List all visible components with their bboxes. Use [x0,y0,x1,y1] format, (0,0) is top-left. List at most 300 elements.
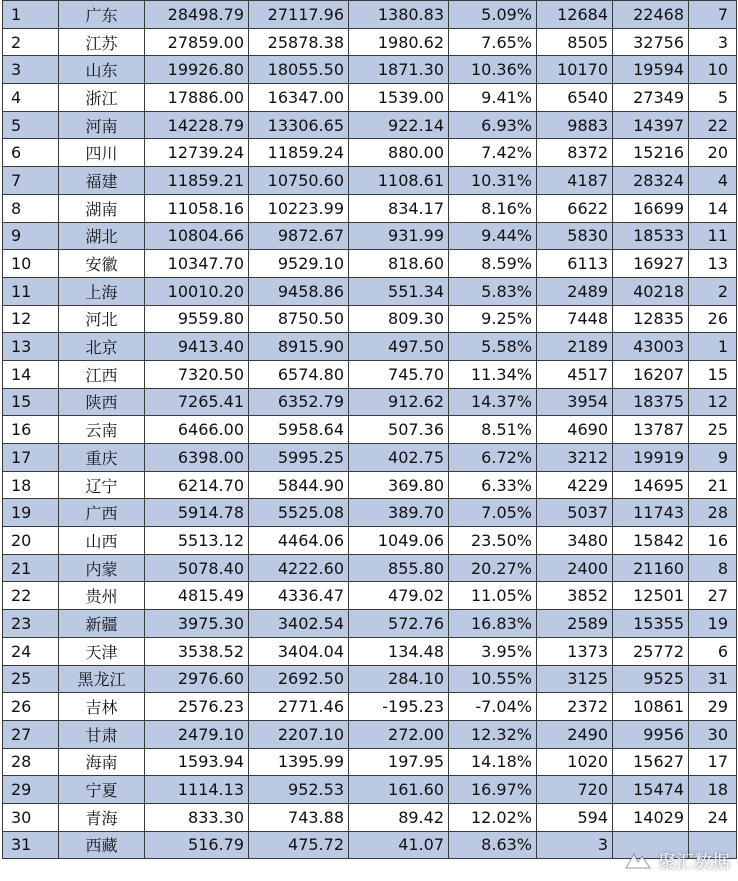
cell-growth-rate: 7.42% [449,139,537,167]
cell-rank: 2 [3,28,59,56]
cell-ranking: 29 [689,693,737,721]
logo-icon [624,850,652,872]
cell-value-c: 4229 [537,471,613,499]
table-row [3,665,737,693]
table-row [3,167,737,195]
cell-rank: 19 [3,499,59,527]
table-row [3,803,737,831]
cell-province: 辽宁 [59,471,145,499]
cell-province: 广西 [59,499,145,527]
cell-value-c: 1020 [537,748,613,776]
cell-difference: 912.62 [349,388,449,416]
cell-province: 福建 [59,167,145,195]
cell-value-a: 7265.41 [145,388,249,416]
cell-value-c: 5830 [537,222,613,250]
cell-value-c: 8372 [537,139,613,167]
cell-ranking: 4 [689,167,737,195]
cell-ranking: 7 [689,1,737,29]
cell-value-a: 10347.70 [145,250,249,278]
table-row [3,720,737,748]
cell-value-a: 6466.00 [145,416,249,444]
cell-rank: 18 [3,471,59,499]
table-row [3,444,737,472]
cell-value-c: 2400 [537,554,613,582]
cell-province: 河南 [59,111,145,139]
table-row [3,527,737,555]
cell-rank: 11 [3,277,59,305]
cell-value-c: 1373 [537,637,613,665]
cell-ranking: 19 [689,610,737,638]
cell-rank: 15 [3,388,59,416]
cell-value-d: 22468 [613,1,689,29]
cell-difference: 1980.62 [349,28,449,56]
cell-difference: 497.50 [349,333,449,361]
cell-value-b: 16347.00 [249,84,349,112]
cell-value-d: 13787 [613,416,689,444]
cell-difference: 284.10 [349,665,449,693]
cell-value-a: 6398.00 [145,444,249,472]
cell-value-b: 9529.10 [249,250,349,278]
cell-ranking: 20 [689,139,737,167]
cell-difference: 931.99 [349,222,449,250]
cell-growth-rate: 10.55% [449,665,537,693]
cell-growth-rate: 14.37% [449,388,537,416]
cell-value-a: 5513.12 [145,527,249,555]
cell-ranking: 13 [689,250,737,278]
cell-value-d: 18375 [613,388,689,416]
table-row [3,111,737,139]
cell-difference: 880.00 [349,139,449,167]
cell-value-b: 25878.38 [249,28,349,56]
cell-value-d: 21160 [613,554,689,582]
cell-value-c: 12684 [537,1,613,29]
cell-growth-rate: 23.50% [449,527,537,555]
cell-value-c: 5037 [537,499,613,527]
cell-difference: 402.75 [349,444,449,472]
cell-difference: 551.34 [349,277,449,305]
cell-value-d: 12835 [613,305,689,333]
cell-ranking: 18 [689,776,737,804]
cell-difference: 818.60 [349,250,449,278]
cell-ranking: 25 [689,416,737,444]
cell-value-d: 9956 [613,720,689,748]
cell-value-d: 15355 [613,610,689,638]
cell-value-a: 833.30 [145,803,249,831]
cell-value-a: 19926.80 [145,56,249,84]
cell-rank: 9 [3,222,59,250]
cell-growth-rate: 8.16% [449,194,537,222]
cell-ranking: 21 [689,471,737,499]
cell-growth-rate: 8.59% [449,250,537,278]
cell-province: 湖南 [59,194,145,222]
cell-province: 湖北 [59,222,145,250]
cell-rank: 8 [3,194,59,222]
cell-difference: 507.36 [349,416,449,444]
cell-value-b: 5958.64 [249,416,349,444]
cell-value-c: 9883 [537,111,613,139]
cell-value-c: 720 [537,776,613,804]
cell-province: 内蒙 [59,554,145,582]
table-row [3,222,737,250]
table-row [3,139,737,167]
cell-value-b: 743.88 [249,803,349,831]
cell-difference: 369.80 [349,471,449,499]
cell-value-c: 4187 [537,167,613,195]
cell-ranking: 5 [689,84,737,112]
cell-value-b: 13306.65 [249,111,349,139]
table-row [3,637,737,665]
cell-growth-rate: 12.02% [449,803,537,831]
cell-rank: 27 [3,720,59,748]
watermark-text: 聚汇数据 [658,852,730,873]
cell-ranking: 6 [689,637,737,665]
table-row [3,471,737,499]
cell-growth-rate: 12.32% [449,720,537,748]
cell-province: 四川 [59,139,145,167]
cell-rank: 29 [3,776,59,804]
cell-province: 黑龙江 [59,665,145,693]
cell-value-a: 12739.24 [145,139,249,167]
cell-value-a: 9559.80 [145,305,249,333]
cell-province: 安徽 [59,250,145,278]
cell-growth-rate: 8.63% [449,831,537,859]
cell-growth-rate: 14.18% [449,748,537,776]
cell-rank: 25 [3,665,59,693]
cell-province: 重庆 [59,444,145,472]
cell-province: 吉林 [59,693,145,721]
cell-value-c: 2189 [537,333,613,361]
cell-growth-rate: 9.44% [449,222,537,250]
cell-growth-rate: 16.97% [449,776,537,804]
cell-value-d: 10861 [613,693,689,721]
cell-value-b: 4336.47 [249,582,349,610]
table-row [3,84,737,112]
cell-rank: 13 [3,333,59,361]
cell-value-c: 2490 [537,720,613,748]
cell-value-d: 16207 [613,360,689,388]
cell-value-c: 4517 [537,360,613,388]
cell-value-b: 5844.90 [249,471,349,499]
cell-value-d: 43003 [613,333,689,361]
cell-value-a: 11058.16 [145,194,249,222]
cell-rank: 23 [3,610,59,638]
cell-value-b: 475.72 [249,831,349,859]
cell-value-b: 5995.25 [249,444,349,472]
cell-value-a: 6214.70 [145,471,249,499]
cell-value-d: 25772 [613,637,689,665]
cell-value-a: 4815.49 [145,582,249,610]
cell-value-c: 6540 [537,84,613,112]
cell-value-b: 8750.50 [249,305,349,333]
cell-difference: 745.70 [349,360,449,388]
cell-value-d: 16927 [613,250,689,278]
cell-value-b: 10750.60 [249,167,349,195]
cell-value-a: 11859.21 [145,167,249,195]
cell-value-b: 11859.24 [249,139,349,167]
cell-difference: 1108.61 [349,167,449,195]
cell-province: 河北 [59,305,145,333]
cell-ranking: 8 [689,554,737,582]
cell-value-c: 3125 [537,665,613,693]
cell-ranking: 1 [689,333,737,361]
cell-value-c: 2372 [537,693,613,721]
cell-rank: 30 [3,803,59,831]
cell-value-a: 3975.30 [145,610,249,638]
cell-growth-rate: 16.83% [449,610,537,638]
cell-value-c: 6622 [537,194,613,222]
table-row [3,610,737,638]
cell-value-d: 14695 [613,471,689,499]
cell-value-d: 15474 [613,776,689,804]
cell-value-c: 3954 [537,388,613,416]
cell-value-b: 1395.99 [249,748,349,776]
cell-value-b: 27117.96 [249,1,349,29]
cell-value-d: 14029 [613,803,689,831]
cell-value-a: 17886.00 [145,84,249,112]
cell-difference: 161.60 [349,776,449,804]
cell-value-d: 12501 [613,582,689,610]
cell-ranking: 27 [689,582,737,610]
table-row [3,305,737,333]
cell-value-d: 15627 [613,748,689,776]
table-row [3,776,737,804]
cell-rank: 6 [3,139,59,167]
cell-rank: 14 [3,360,59,388]
cell-growth-rate: 6.93% [449,111,537,139]
cell-value-d: 15216 [613,139,689,167]
cell-rank: 20 [3,527,59,555]
cell-growth-rate: 9.25% [449,305,537,333]
cell-ranking: 14 [689,194,737,222]
cell-value-b: 2207.10 [249,720,349,748]
cell-rank: 24 [3,637,59,665]
cell-ranking: 2 [689,277,737,305]
cell-value-a: 28498.79 [145,1,249,29]
cell-value-a: 7320.50 [145,360,249,388]
cell-growth-rate: 6.33% [449,471,537,499]
cell-growth-rate: 7.65% [449,28,537,56]
cell-value-d: 32756 [613,28,689,56]
cell-province: 青海 [59,803,145,831]
cell-value-b: 3402.54 [249,610,349,638]
cell-difference: 134.48 [349,637,449,665]
cell-value-c: 3852 [537,582,613,610]
cell-rank: 5 [3,111,59,139]
cell-rank: 26 [3,693,59,721]
cell-growth-rate: 5.83% [449,277,537,305]
cell-province: 西藏 [59,831,145,859]
cell-difference: 834.17 [349,194,449,222]
cell-value-b: 9458.86 [249,277,349,305]
cell-value-c: 8505 [537,28,613,56]
cell-rank: 12 [3,305,59,333]
cell-province: 宁夏 [59,776,145,804]
cell-value-a: 1593.94 [145,748,249,776]
cell-difference: 1871.30 [349,56,449,84]
table-row [3,1,737,29]
cell-ranking: 16 [689,527,737,555]
cell-value-c: 3480 [537,527,613,555]
cell-value-b: 952.53 [249,776,349,804]
cell-value-b: 8915.90 [249,333,349,361]
cell-value-a: 516.79 [145,831,249,859]
cell-value-a: 5914.78 [145,499,249,527]
cell-ranking: 28 [689,499,737,527]
cell-growth-rate: 20.27% [449,554,537,582]
cell-rank: 10 [3,250,59,278]
cell-province: 广东 [59,1,145,29]
cell-value-b: 3404.04 [249,637,349,665]
cell-value-a: 3538.52 [145,637,249,665]
cell-value-a: 5078.40 [145,554,249,582]
cell-value-b: 5525.08 [249,499,349,527]
cell-rank: 1 [3,1,59,29]
cell-province: 北京 [59,333,145,361]
cell-value-d: 28324 [613,167,689,195]
cell-ranking: 17 [689,748,737,776]
table-row [3,333,737,361]
cell-rank: 4 [3,84,59,112]
cell-province: 海南 [59,748,145,776]
cell-value-c: 594 [537,803,613,831]
cell-province: 云南 [59,416,145,444]
cell-growth-rate: 7.05% [449,499,537,527]
cell-growth-rate: 6.72% [449,444,537,472]
table-row [3,28,737,56]
cell-growth-rate: 3.95% [449,637,537,665]
cell-value-a: 2576.23 [145,693,249,721]
table-row [3,277,737,305]
cell-value-d: 11743 [613,499,689,527]
cell-value-d: 18533 [613,222,689,250]
cell-ranking: 3 [689,28,737,56]
table-row [3,416,737,444]
cell-rank: 31 [3,831,59,859]
cell-value-b: 18055.50 [249,56,349,84]
cell-value-b: 4464.06 [249,527,349,555]
cell-value-d: 14397 [613,111,689,139]
cell-difference: 41.07 [349,831,449,859]
cell-difference: 389.70 [349,499,449,527]
cell-growth-rate: 9.41% [449,84,537,112]
cell-ranking: 31 [689,665,737,693]
cell-value-a: 2976.60 [145,665,249,693]
cell-province: 新疆 [59,610,145,638]
table-row [3,499,737,527]
cell-province: 江西 [59,360,145,388]
cell-value-d: 19594 [613,56,689,84]
cell-value-b: 6574.80 [249,360,349,388]
cell-value-d: 15842 [613,527,689,555]
cell-ranking: 30 [689,720,737,748]
cell-rank: 3 [3,56,59,84]
cell-value-a: 9413.40 [145,333,249,361]
cell-difference: 1049.06 [349,527,449,555]
cell-ranking: 12 [689,388,737,416]
cell-value-c: 4690 [537,416,613,444]
table-row [3,250,737,278]
cell-ranking: 15 [689,360,737,388]
cell-value-a: 10804.66 [145,222,249,250]
cell-province: 天津 [59,637,145,665]
cell-rank: 7 [3,167,59,195]
cell-ranking: 24 [689,803,737,831]
cell-ranking: 9 [689,444,737,472]
cell-province: 甘肃 [59,720,145,748]
cell-growth-rate: 10.36% [449,56,537,84]
cell-value-b: 6352.79 [249,388,349,416]
watermark [624,847,730,875]
province-data-table [2,0,737,859]
cell-difference: -195.23 [349,693,449,721]
cell-difference: 1380.83 [349,1,449,29]
cell-ranking: 11 [689,222,737,250]
cell-value-c: 2589 [537,610,613,638]
cell-rank: 22 [3,582,59,610]
cell-province: 山东 [59,56,145,84]
cell-ranking: 26 [689,305,737,333]
cell-value-c: 3 [537,831,613,859]
cell-value-c: 6113 [537,250,613,278]
cell-value-a: 27859.00 [145,28,249,56]
table-row [3,582,737,610]
cell-value-b: 2692.50 [249,665,349,693]
table-row [3,693,737,721]
cell-difference: 572.76 [349,610,449,638]
cell-difference: 272.00 [349,720,449,748]
cell-value-d: 40218 [613,277,689,305]
cell-rank: 16 [3,416,59,444]
table-row [3,388,737,416]
cell-difference: 197.95 [349,748,449,776]
table-row [3,554,737,582]
cell-province: 贵州 [59,582,145,610]
cell-difference: 1539.00 [349,84,449,112]
cell-value-b: 2771.46 [249,693,349,721]
cell-growth-rate: 10.31% [449,167,537,195]
cell-value-a: 14228.79 [145,111,249,139]
cell-province: 陕西 [59,388,145,416]
cell-rank: 17 [3,444,59,472]
cell-value-c: 3212 [537,444,613,472]
cell-value-d: 19919 [613,444,689,472]
cell-rank: 28 [3,748,59,776]
cell-difference: 89.42 [349,803,449,831]
cell-value-c: 10170 [537,56,613,84]
cell-value-b: 9872.67 [249,222,349,250]
cell-rank: 21 [3,554,59,582]
cell-growth-rate: 11.05% [449,582,537,610]
cell-growth-rate: 5.09% [449,1,537,29]
cell-value-d: 16699 [613,194,689,222]
cell-difference: 922.14 [349,111,449,139]
cell-value-d: 9525 [613,665,689,693]
cell-value-b: 4222.60 [249,554,349,582]
cell-value-c: 7448 [537,305,613,333]
cell-province: 上海 [59,277,145,305]
cell-province: 山西 [59,527,145,555]
cell-growth-rate: 11.34% [449,360,537,388]
table-row [3,194,737,222]
cell-difference: 809.30 [349,305,449,333]
cell-value-c: 2489 [537,277,613,305]
cell-growth-rate: 5.58% [449,333,537,361]
cell-value-a: 1114.13 [145,776,249,804]
cell-ranking: 22 [689,111,737,139]
cell-province: 江苏 [59,28,145,56]
cell-province: 浙江 [59,84,145,112]
cell-ranking: 10 [689,56,737,84]
